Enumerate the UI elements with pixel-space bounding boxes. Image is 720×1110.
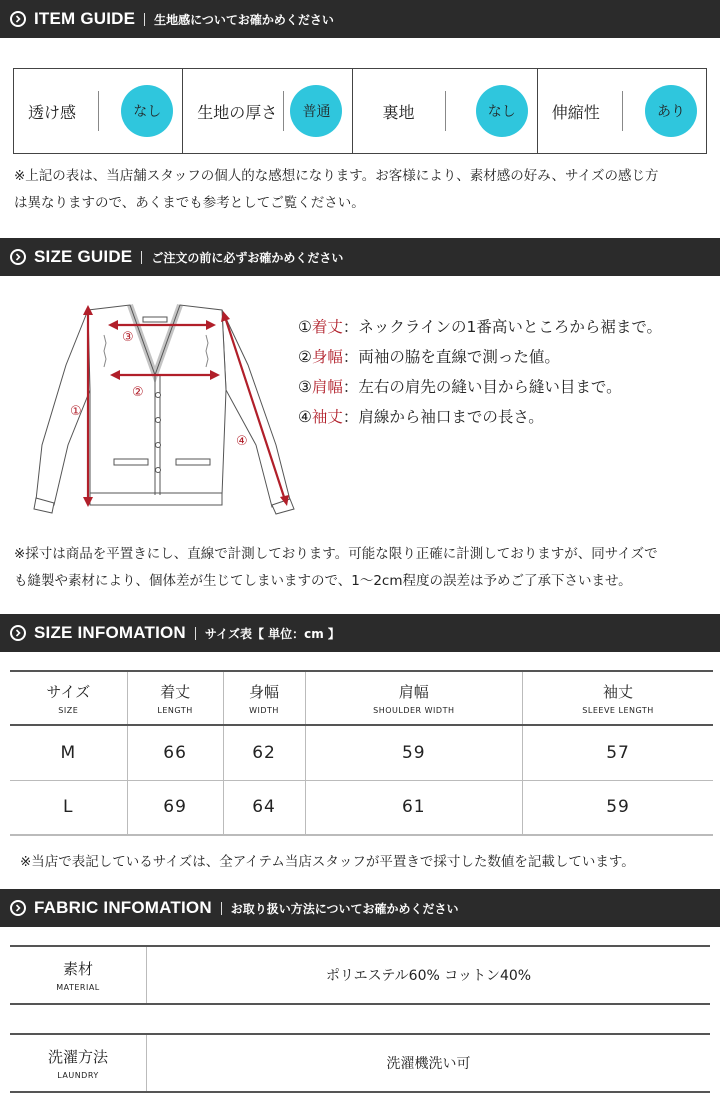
table-header-row — [10, 671, 713, 725]
section-title: SIZE INFOMATION — [34, 623, 186, 642]
divider — [445, 91, 446, 131]
item-guide-note — [14, 163, 714, 217]
measurement-item — [298, 372, 662, 402]
measurement-desc: ：肩線から袖口までの長さ。 — [342, 408, 544, 426]
fabric-row-value: ポリエステル60% コットン40% — [325, 968, 532, 984]
table-cell: 64 — [223, 780, 305, 835]
note-line: は異なりますので、あくまでも参考としてご覧ください。 — [14, 195, 365, 211]
chevron-right-icon — [10, 11, 26, 27]
size-guide-note — [14, 541, 714, 595]
divider — [144, 13, 145, 26]
measurement-num: ② — [298, 348, 312, 366]
diagram-label-shoulder: ③ — [122, 330, 134, 345]
item-guide-table — [13, 68, 707, 154]
section-subtitle: お取り扱い方法についてお確かめください — [230, 901, 459, 916]
table-cell: 69 — [127, 780, 223, 835]
item-guide-header — [0, 0, 720, 38]
column-header: 身幅 WIDTH — [223, 671, 305, 725]
size-table-note: ※当店で表記しているサイズは、全アイテム当店スタッフが平置きで採寸した数値を記載しています。 — [20, 854, 635, 870]
section-subtitle: 生地感についてお確かめください — [154, 12, 334, 27]
fabric-row-material — [10, 945, 710, 1005]
table-cell: 59 — [606, 797, 630, 818]
table-row — [10, 725, 713, 780]
guide-label: 透け感 — [28, 102, 77, 122]
section-subtitle: サイズ表【 単位：cm 】 — [204, 626, 340, 641]
column-header: 肩幅 SHOULDER WIDTH — [305, 671, 523, 725]
chevron-right-icon — [10, 900, 26, 916]
fabric-row-laundry — [10, 1033, 710, 1093]
note-line: も縫製や素材により、個体差が生じてしまいますので、1〜2cm程度の誤差は予めご了承下さいませ。 — [14, 573, 632, 589]
note-line: ※上記の表は、当店舗スタッフの個人的な感想になります。お客様により、素材感の好み、サイズの感じ方 — [14, 168, 659, 184]
diagram-label-length: ① — [70, 404, 82, 419]
section-title: SIZE GUIDE — [34, 247, 133, 266]
table-cell: 57 — [606, 742, 630, 763]
measurement-term: 着丈 — [311, 318, 343, 336]
column-header: 袖丈 SLEEVE LENGTH — [582, 683, 654, 715]
table-row — [10, 780, 713, 835]
size-info-header — [0, 614, 720, 652]
divider — [622, 91, 623, 131]
table-cell: 61 — [305, 780, 523, 835]
guide-badge: なし — [476, 85, 528, 137]
measurement-item — [298, 342, 662, 372]
measurement-num: ④ — [298, 408, 312, 426]
row-header-jp: 素材 — [62, 960, 93, 978]
section-title: FABRIC INFOMATION — [34, 898, 212, 917]
column-header: サイズ SIZE — [10, 671, 127, 725]
divider — [141, 251, 142, 264]
fabric-row-header — [10, 947, 147, 1003]
measurement-desc: ：ネックラインの1番高いところから裾まで。 — [342, 318, 663, 336]
table-cell: L — [10, 780, 127, 835]
measurement-item — [298, 402, 662, 432]
measurement-list — [298, 312, 662, 432]
guide-badge: 普通 — [290, 85, 342, 137]
guide-cell-transparency — [14, 69, 183, 153]
note-line: ※採寸は商品を平置きにし、直線で計測しております。可能な限り正確に計測しておりますが、同サイズで — [14, 546, 658, 562]
size-table — [10, 670, 713, 836]
table-cell: 59 — [305, 725, 523, 780]
guide-label: 裏地 — [382, 102, 415, 122]
measurement-desc: ：左右の肩先の縫い目から縫い目まで。 — [342, 378, 622, 396]
table-cell: 62 — [223, 725, 305, 780]
measurement-term: 肩幅 — [311, 378, 343, 396]
size-guide-header — [0, 238, 720, 276]
row-header-en: LAUNDRY — [57, 1071, 99, 1080]
section-subtitle: ご注文の前に必ずお確かめください — [151, 250, 344, 265]
guide-label: 伸縮性 — [551, 102, 600, 122]
chevron-right-icon — [10, 625, 26, 641]
measurement-desc: ：両袖の脇を直線で測った値。 — [342, 348, 560, 366]
guide-label: 生地の厚さ — [197, 102, 278, 122]
divider — [98, 91, 99, 131]
measurement-term: 身幅 — [311, 348, 343, 366]
section-title: ITEM GUIDE — [34, 9, 136, 28]
guide-badge: なし — [121, 85, 173, 137]
divider — [283, 91, 284, 131]
divider — [221, 902, 222, 915]
divider — [195, 627, 196, 640]
measurement-num: ③ — [298, 378, 312, 396]
measurement-num: ① — [298, 318, 312, 336]
chevron-right-icon — [10, 249, 26, 265]
row-header-jp: 洗濯方法 — [47, 1048, 108, 1066]
fabric-row-value: 洗濯機洗い可 — [386, 1056, 471, 1072]
column-header: 着丈 LENGTH — [127, 671, 223, 725]
cardigan-diagram — [30, 295, 300, 520]
measurement-term: 袖丈 — [311, 408, 343, 426]
measurement-item — [298, 312, 662, 342]
diagram-label-width: ② — [132, 385, 144, 400]
guide-cell-stretch — [538, 69, 706, 153]
row-header-en: MATERIAL — [56, 983, 100, 992]
guide-cell-lining — [353, 69, 538, 153]
guide-badge: あり — [645, 85, 697, 137]
guide-cell-thickness — [183, 69, 352, 153]
fabric-row-header — [10, 1035, 147, 1091]
table-cell: M — [10, 725, 127, 780]
table-cell: 66 — [127, 725, 223, 780]
diagram-label-sleeve: ④ — [236, 434, 248, 449]
fabric-info-header — [0, 889, 720, 927]
